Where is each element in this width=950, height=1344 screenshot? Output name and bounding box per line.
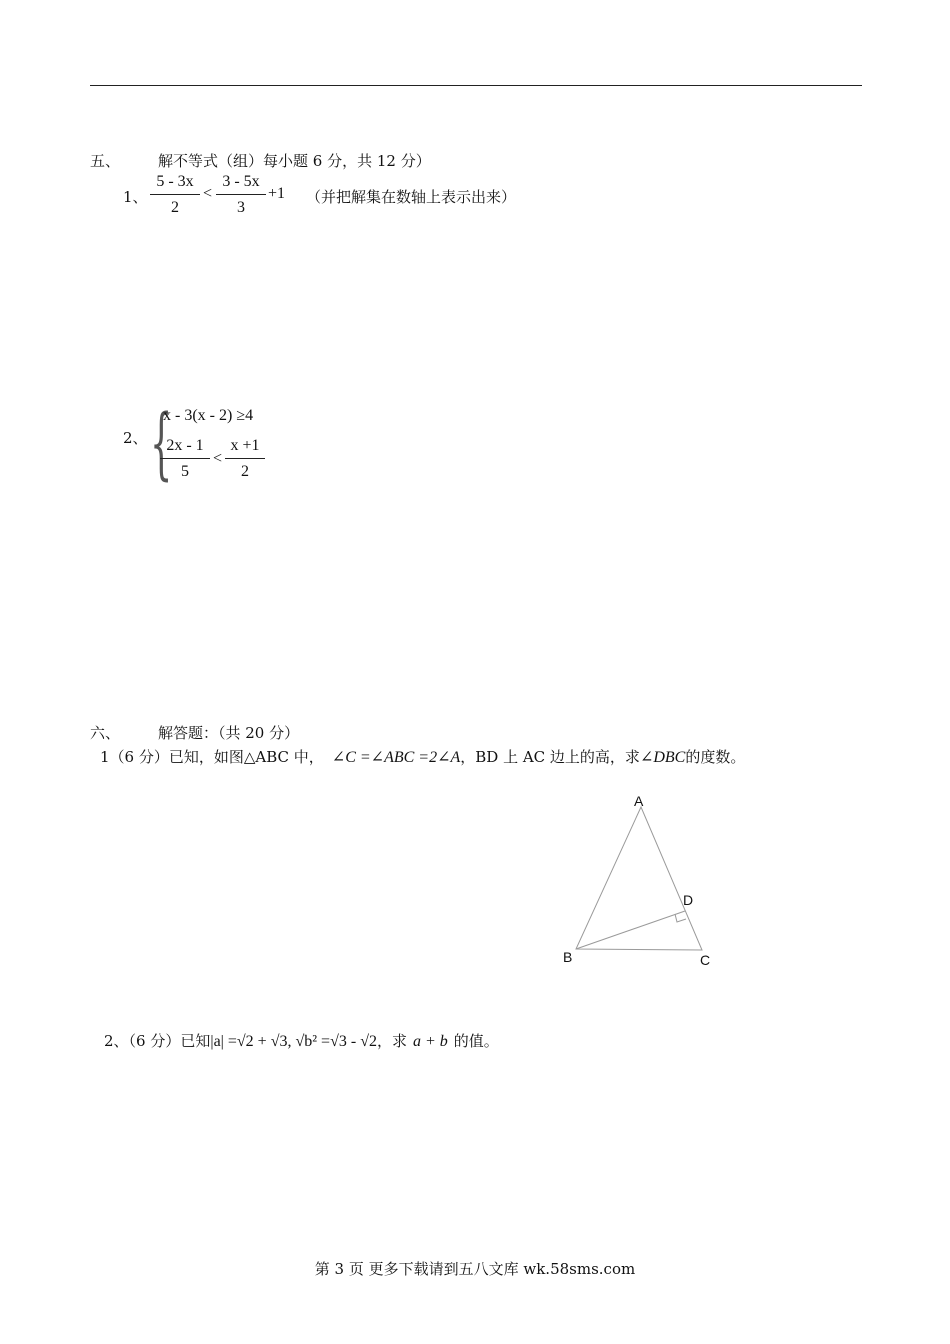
fraction-bar bbox=[225, 458, 265, 459]
label-c: C bbox=[700, 952, 711, 968]
q5-2-lhs-numerator: 2x - 1 bbox=[166, 437, 204, 454]
section5-heading: 解不等式（组）每小题 6 分，共 12 分） bbox=[158, 152, 431, 170]
altitude-bd bbox=[576, 911, 685, 949]
q5-1-rhs-numerator: 3 - 5x bbox=[222, 173, 260, 190]
q6-1-formula: ∠C =∠ABC =2∠A bbox=[331, 749, 461, 766]
triangle-figure bbox=[550, 785, 730, 975]
q6-1-text bbox=[100, 746, 745, 767]
q6-1-suffix: 的度数。 bbox=[685, 748, 746, 766]
q5-2-rhs-numerator: x +1 bbox=[230, 437, 260, 454]
q5-2-number: 2、 bbox=[123, 429, 148, 447]
q6-2-prefix: 2、（6 分）已知 bbox=[104, 1032, 211, 1050]
section6-heading: 解答题：（共 20 分） bbox=[158, 724, 300, 742]
header-rule bbox=[90, 85, 862, 86]
q6-2-middle: ，求 bbox=[376, 1032, 407, 1050]
q5-2-line1: x - 3(x - 2) ≥4 bbox=[163, 407, 254, 424]
q5-2-lhs-denominator: 5 bbox=[181, 463, 189, 480]
system-brace: { bbox=[150, 399, 173, 489]
q5-1-rhs-denominator: 3 bbox=[237, 199, 245, 216]
section6-number: 六、 bbox=[90, 724, 121, 742]
q6-2-formula: |a| =√2 + √3, √b² =√3 - √2 bbox=[210, 1033, 377, 1050]
q5-2-operator: < bbox=[213, 450, 223, 467]
triangle-abc bbox=[576, 807, 702, 950]
q5-1-lhs-fraction bbox=[150, 172, 200, 218]
q5-2-rhs-fraction bbox=[225, 436, 265, 482]
fraction-bar bbox=[216, 194, 266, 195]
q6-2-target: a + b bbox=[412, 1033, 448, 1050]
section5-number: 五、 bbox=[90, 152, 121, 170]
fraction-bar bbox=[150, 194, 200, 195]
q6-2-text bbox=[104, 1030, 499, 1051]
label-b: B bbox=[563, 949, 573, 965]
right-angle-mark bbox=[675, 914, 686, 922]
q5-2-rhs-denominator: 2 bbox=[241, 463, 249, 480]
q5-2-lhs-fraction bbox=[160, 436, 210, 482]
q5-1-rhs-fraction bbox=[216, 172, 266, 218]
q5-1-operator: < bbox=[203, 185, 213, 202]
label-d: D bbox=[683, 892, 694, 908]
q5-1-note: （并把解集在数轴上表示出来） bbox=[306, 188, 517, 206]
q5-1-lhs-numerator: 5 - 3x bbox=[156, 173, 194, 190]
q5-1-lhs-denominator: 2 bbox=[171, 199, 179, 216]
fraction-bar bbox=[160, 458, 210, 459]
q6-1-prefix: 1（6 分）已知，如图△ABC 中， bbox=[100, 748, 324, 766]
label-a: A bbox=[634, 793, 644, 809]
q6-1-target: ∠DBC bbox=[639, 749, 686, 766]
q6-2-suffix: 的值。 bbox=[453, 1032, 499, 1050]
q5-1-rhs-tail: +1 bbox=[268, 185, 286, 202]
q5-1-number: 1、 bbox=[123, 188, 148, 206]
page-footer: 第 3 页 更多下载请到五八文库 wk.58sms.com bbox=[314, 1260, 636, 1278]
q6-1-middle: ，BD 上 AC 边上的高，求 bbox=[460, 748, 640, 766]
